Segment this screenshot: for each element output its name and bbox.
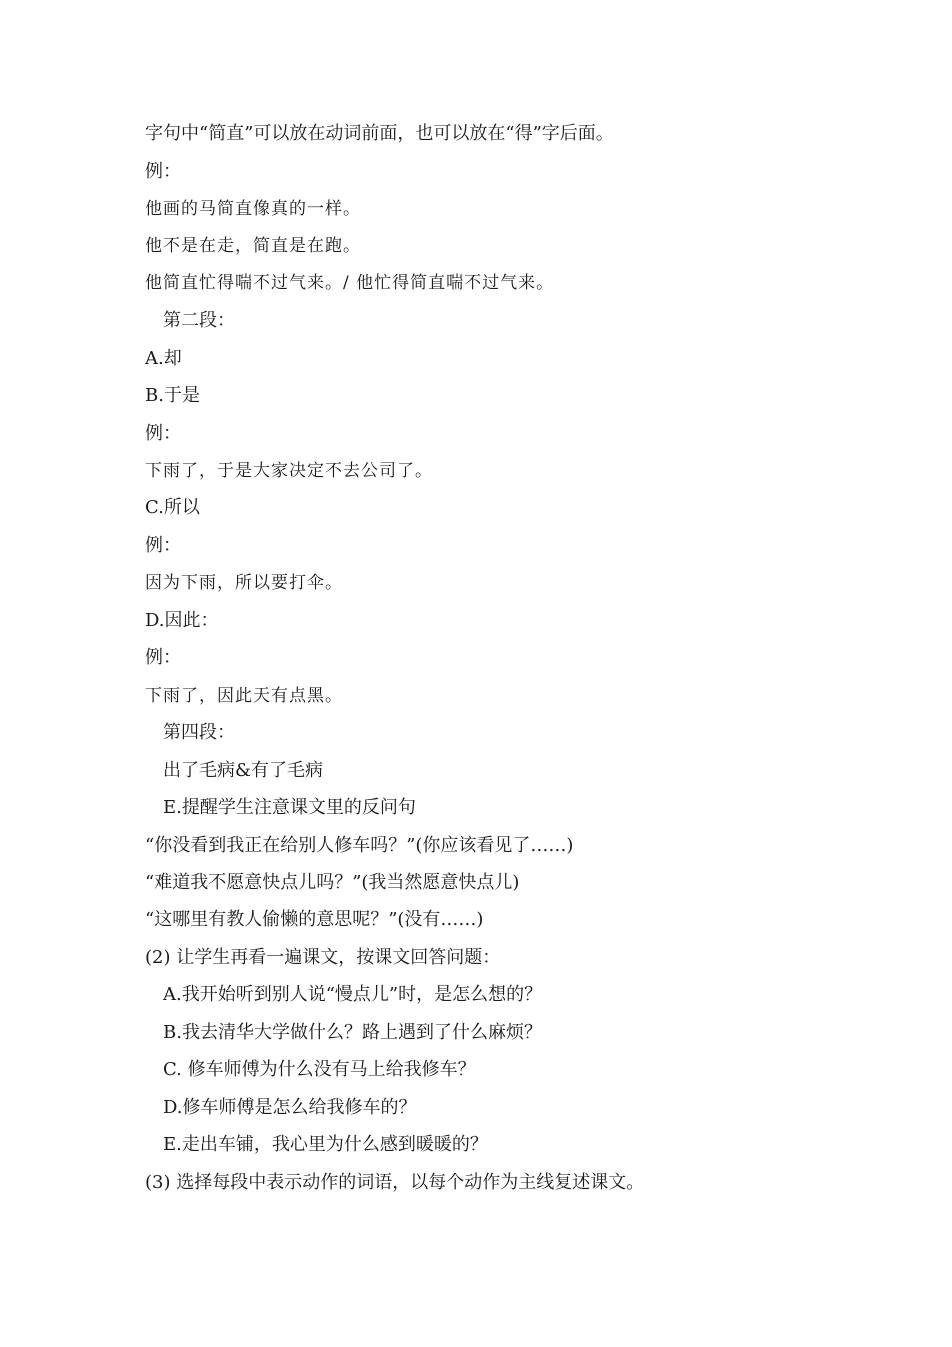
question-item: B.我去清华大学做什么？路上遇到了什么麻烦？	[163, 1022, 542, 1043]
example-sentence: 下雨了，因此天有点黑。	[145, 686, 343, 706]
text-line: 例：	[145, 423, 181, 444]
question-item: C. 修车师傅为什么没有马上给我修车？	[163, 1059, 476, 1080]
text-line: 例：	[145, 161, 181, 182]
example-sentence: 他画的马简直像真的一样。	[145, 199, 361, 219]
example-sentence: 下雨了，于是大家决定不去公司了。	[145, 461, 433, 481]
question-item: A.我开始听到别人说“慢点儿”时，是怎么想的？	[163, 984, 543, 1005]
text-line: “难道我不愿意快点儿吗？”(我当然愿意快点儿)	[145, 872, 520, 893]
text-line: 例：	[145, 535, 181, 556]
text-line: “这哪里有教人偷懒的意思呢？”(没有……)	[145, 909, 484, 930]
example-sentence: 他简直忙得喘不过气来。/ 他忙得简直喘不过气来。	[145, 273, 555, 293]
list-item: C.所以	[145, 497, 200, 518]
question-item: E.走出车铺，我心里为什么感到暖暖的？	[163, 1134, 488, 1155]
list-item: A.却	[145, 348, 182, 369]
text-line: “你没看到我正在给别人修车吗？”(你应该看见了……)	[145, 835, 574, 856]
text-line: 出了毛病&有了毛病	[163, 760, 324, 781]
section-heading: 第二段：	[163, 310, 235, 331]
example-sentence: 他不是在走，简直是在跑。	[145, 236, 361, 256]
list-item: B.于是	[145, 385, 200, 406]
text-line: 字句中“简直”可以放在动词前面，也可以放在“得”字后面。	[145, 123, 614, 144]
numbered-item: (2) 让学生再看一遍课文，按课文回答问题：	[145, 947, 501, 968]
list-item: D.因此：	[145, 610, 219, 631]
example-sentence: 因为下雨，所以要打伞。	[145, 573, 343, 593]
question-item: D.修车师傅是怎么给我修车的？	[163, 1097, 417, 1118]
section-heading: 第四段：	[163, 722, 235, 743]
text-line: 例：	[145, 647, 181, 668]
list-item: E.提醒学生注意课文里的反问句	[163, 797, 416, 818]
numbered-item: (3) 选择每段中表示动作的词语，以每个动作为主线复述课文。	[145, 1172, 645, 1193]
